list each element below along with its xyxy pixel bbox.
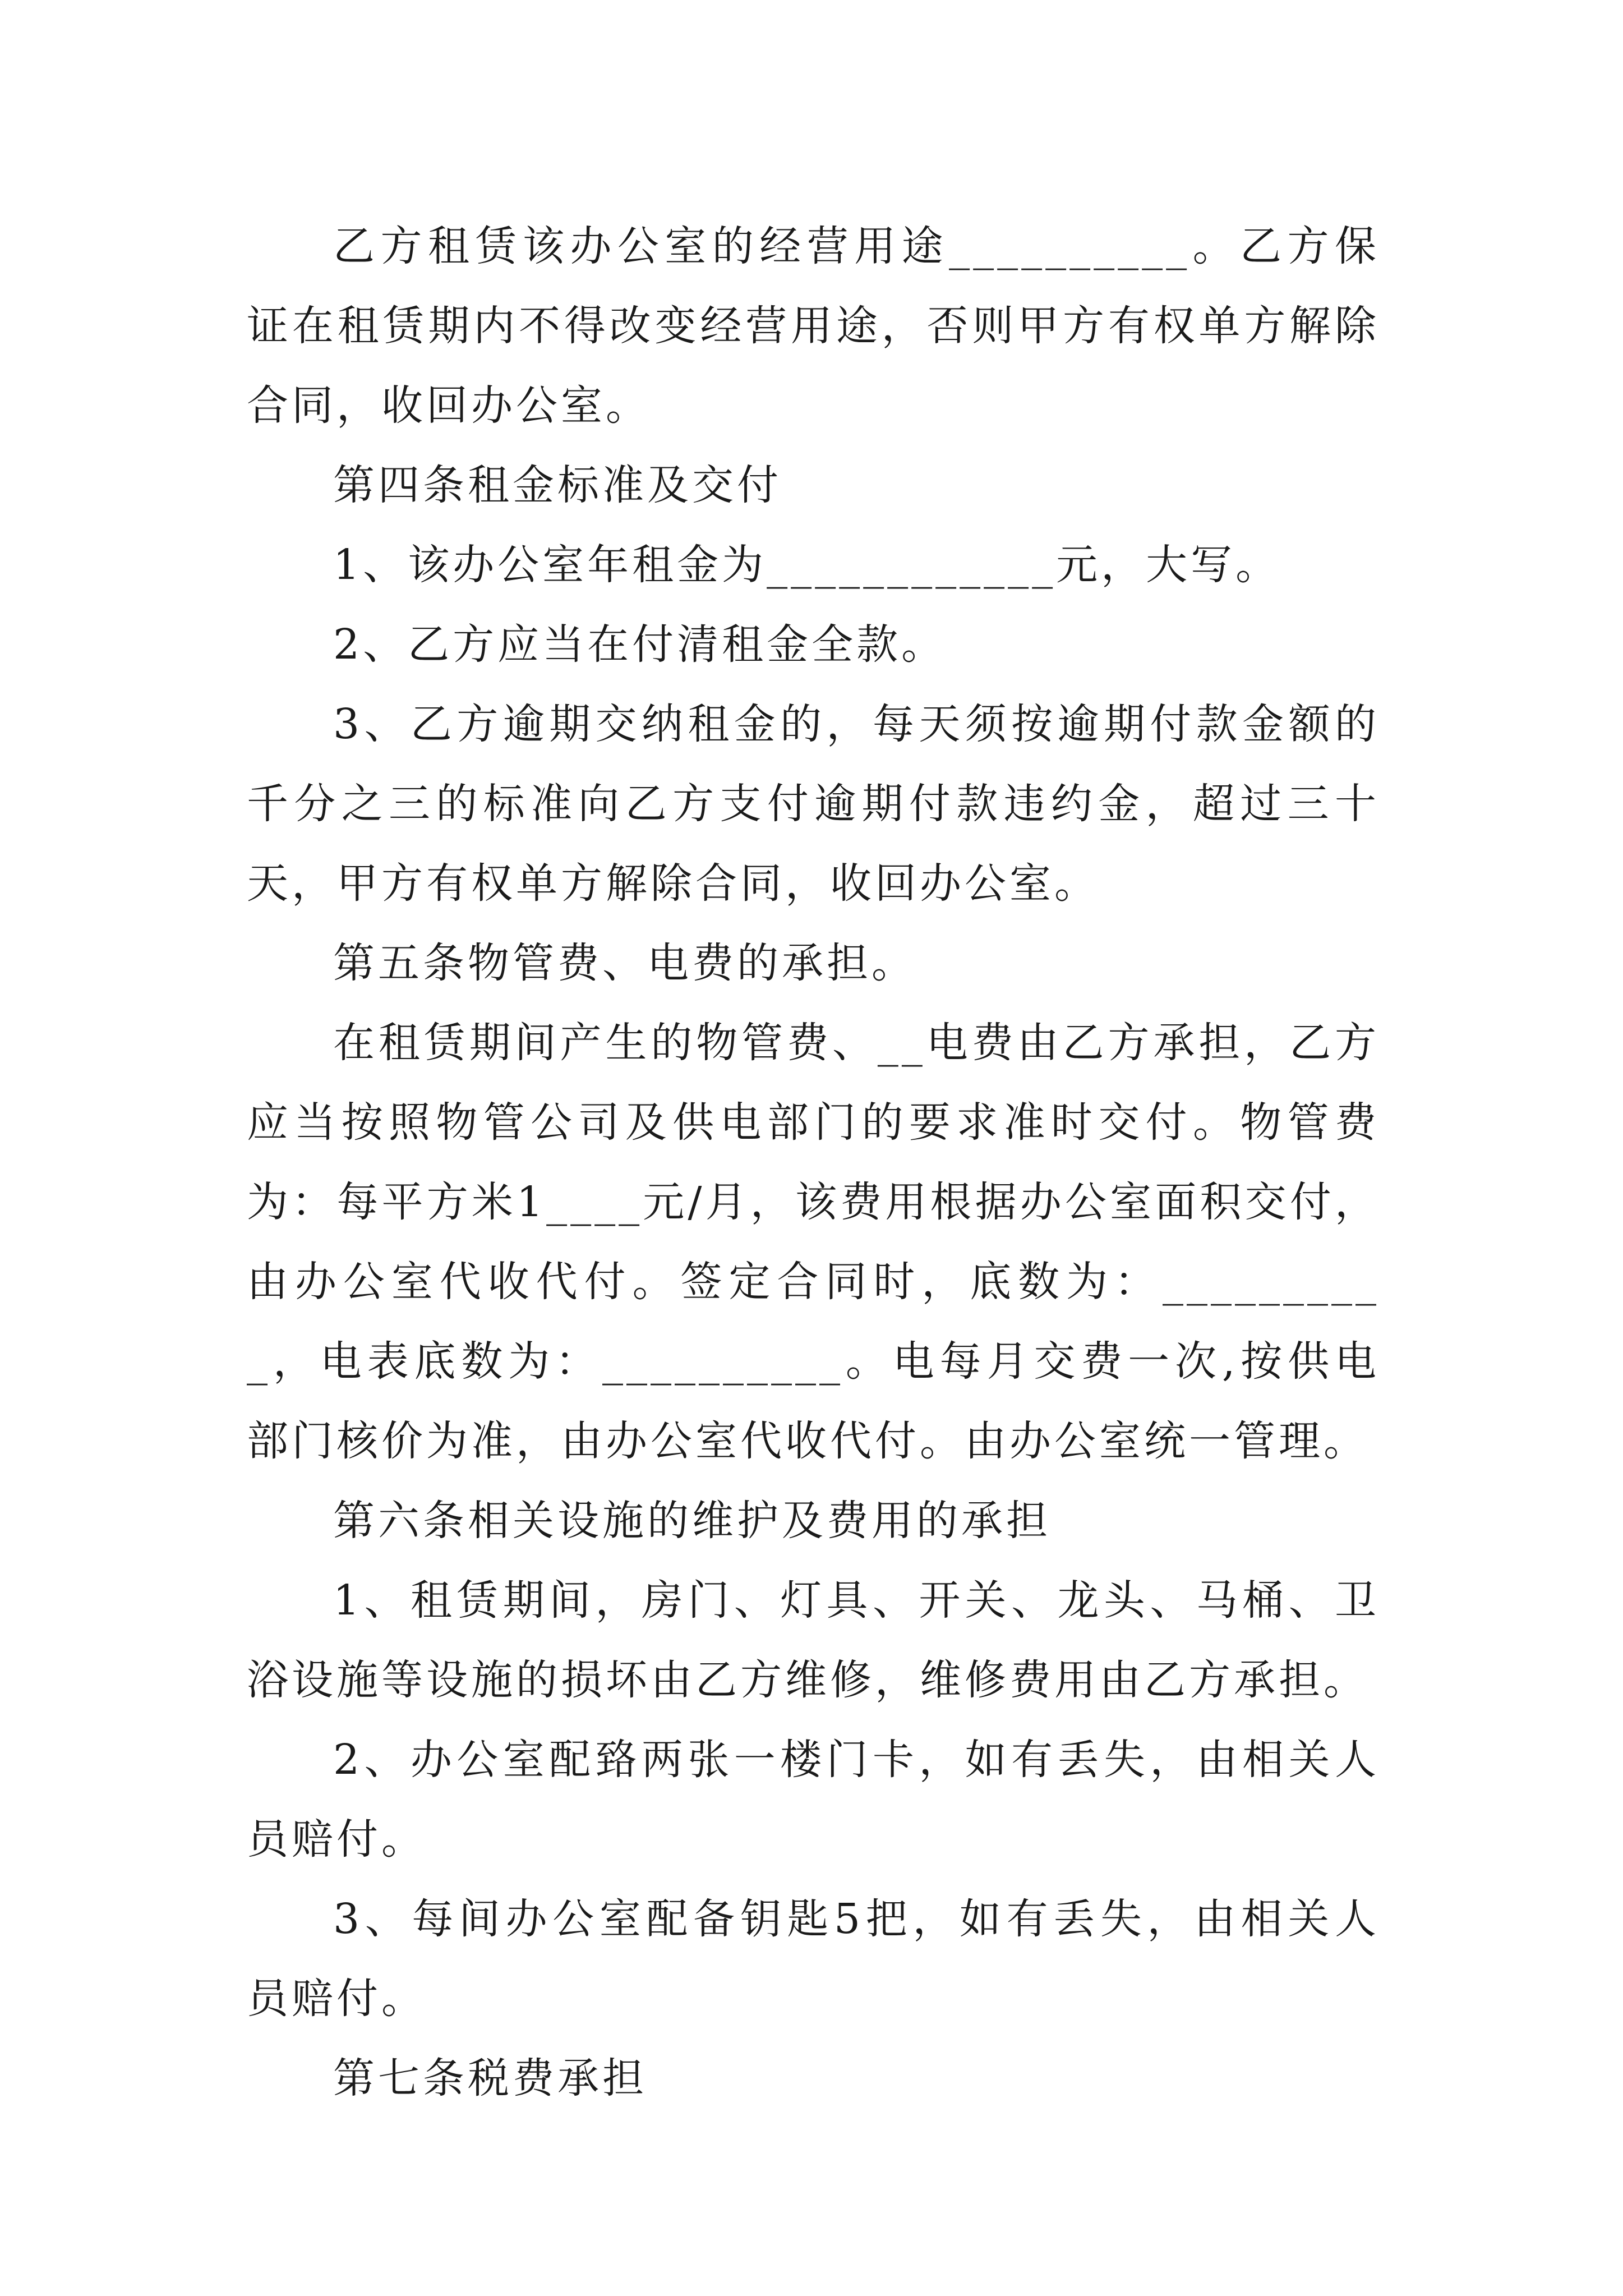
paragraph-rent-payment: 2、乙方应当在付清租金全款。 <box>333 620 947 669</box>
paragraph-facility-repair: 1、租赁期间，房门、灯具、开关、龙头、马桶、卫浴设施等设施的损坏由乙方维修，维修费用由乙方承担。 <box>247 1576 1380 1704</box>
heading-article-4-rent: 第四条租金标准及交付 <box>333 461 782 509</box>
paragraph-keys: 3、每间办公室配备钥匙5把，如有丢失，由相关人员赔付。 <box>247 1895 1380 2023</box>
paragraph-door-cards: 2、办公室配臵两张一楼门卡，如有丢失，由相关人员赔付。 <box>247 1736 1380 1864</box>
paragraph-business-use: 乙方租赁该办公室的经营用途__________。乙方保证在租赁期内不得改变经营用途，否则甲方有权单方解除合同，收回办公室。 <box>247 222 1380 430</box>
heading-article-5-fees: 第五条物管费、电费的承担。 <box>333 939 916 987</box>
heading-article-7-taxes: 第七条税费承担 <box>333 2054 647 2102</box>
heading-article-6-maintenance: 第六条相关设施的维护及费用的承担 <box>333 1497 1051 1545</box>
paragraph-late-payment: 3、乙方逾期交纳租金的，每天须按逾期付款金额的千分之三的标准向乙方支付逾期付款违约金，超过三十天，甲方有权单方解除合同，收回办公室。 <box>247 700 1380 908</box>
paragraph-property-electricity-fees: 在租赁期间产生的物管费、__电费由乙方承担，乙方应当按照物管公司及供电部门的要求准时交付。物管费为：每平方米1____元/月，该费用根据办公室面积交付，由办公室代收代付。签定合同时，底数为：__________，电表底数为：__________。电每月交费一次,按供电部门核价为准，由办公室代收代付。由办公室统一管理。 <box>247 1019 1380 1465</box>
document-body <box>247 206 1380 2118</box>
paragraph-annual-rent: 1、该办公室年租金为____________元，大写。 <box>333 541 1281 589</box>
